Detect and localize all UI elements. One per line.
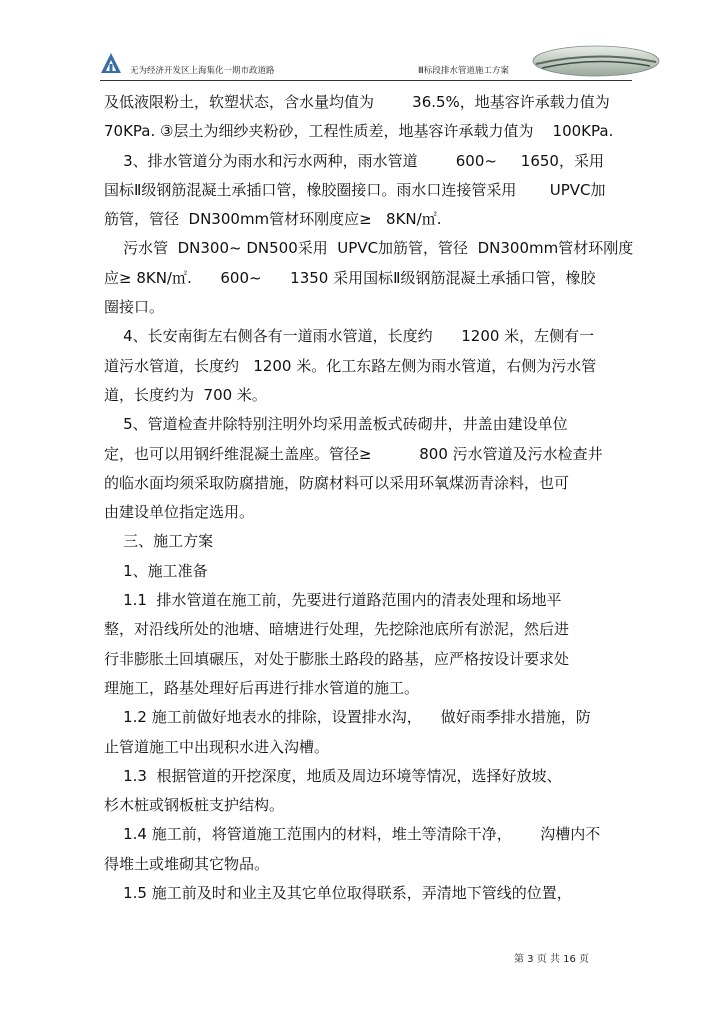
text-line: 1.3 根据管道的开挖深度，地质及周边环境等情况，选择好放坡、: [104, 766, 562, 785]
page-number: 第 3 页 共 16 页: [514, 954, 589, 965]
text-line: 圈接口。: [104, 298, 165, 317]
text-line: 1、施工准备: [104, 561, 208, 580]
text-line: 国标Ⅱ级钢筋混凝土承插口管，橡胶圈接口。雨水口连接管采用 UPVC加: [104, 180, 606, 199]
header-road-image-icon: [532, 44, 660, 78]
text-line: 道，长度约为 700 米。: [104, 385, 267, 404]
text-line: 1.5 施工前及时和业主及其它单位取得联系，弄清地下管线的位置，: [104, 884, 572, 903]
text-line: 道污水管道，长度约 1200 米。化工东路左侧为雨水管道，右侧为污水管: [104, 356, 597, 375]
document-body: [104, 88, 644, 908]
header-project-title: 无为经济开发区上海集化一期市政道路: [130, 66, 275, 76]
text-line: 4、长安南街左右侧各有一道雨水管道，长度约 1200 米，左侧有一: [104, 327, 595, 346]
company-logo-icon: [100, 52, 122, 74]
text-line: 杉木桩或钢板桩支护结构。: [104, 796, 285, 815]
text-line: 由建设单位指定选用。: [104, 503, 255, 522]
text-line: 整，对沿线所处的池塘、暗塘进行处理，先挖除池底所有淤泥，然后进: [104, 620, 570, 639]
header-divider: [100, 80, 632, 81]
text-line: 3、排水管道分为雨水和污水两种，雨水管道 600~ 1650，采用: [104, 151, 604, 170]
text-line: 止管道施工中出现积水进入沟槽。: [104, 737, 330, 756]
page-header: [100, 44, 660, 80]
text-line: 理施工，路基处理好后再进行排水管道的施工。: [104, 678, 420, 697]
text-line: 1.1 排水管道在施工前，先要进行道路范围内的清表处理和场地平: [104, 591, 562, 610]
text-line: 筋管，管径 DN300mm管材环刚度应≥ 8KN/㎡.: [104, 210, 442, 229]
text-line: 三、施工方案: [104, 532, 214, 551]
text-line: 5、管道检查井除特别注明外均采用盖板式砖砌井，井盖由建设单位: [104, 415, 568, 434]
text-line: 定，也可以用钢纤维混凝土盖座。管径≥ 800 污水管道及污水检查井: [104, 444, 603, 463]
text-line: 污水管 DN300~ DN500采用 UPVC加筋管，管径 DN300mm管材环刚度: [104, 239, 634, 258]
text-line: 得堆土或堆砌其它物品。: [104, 854, 270, 873]
header-section-title: Ⅲ标段排水管道施工方案: [418, 66, 509, 76]
text-line: 1.2 施工前做好地表水的排除，设置排水沟， 做好雨季排水措施，防: [104, 708, 591, 727]
text-line: 70KPa. ③层土为细纱夹粉砂，工程性质差，地基容许承载力值为 100KPa.: [104, 122, 614, 141]
text-line: 及低液限粉土，软塑状态，含水量均值为 36.5%，地基容许承载力值为: [104, 93, 610, 111]
text-line: 1.4 施工前，将管道施工范围内的材料，堆土等清除干净， 沟槽内不: [104, 825, 601, 844]
text-line: 应≥ 8KN/㎡. 600~ 1350 采用国标Ⅱ级钢筋混凝土承插口管，橡胶: [104, 268, 596, 287]
text-line: 的临水面均须采取防腐措施，防腐材料可以采用环氧煤沥青涂料，也可: [104, 473, 570, 492]
text-line: 行非膨胀土回填碾压，对处于膨胀土路段的路基，应严格按设计要求处: [104, 649, 570, 668]
